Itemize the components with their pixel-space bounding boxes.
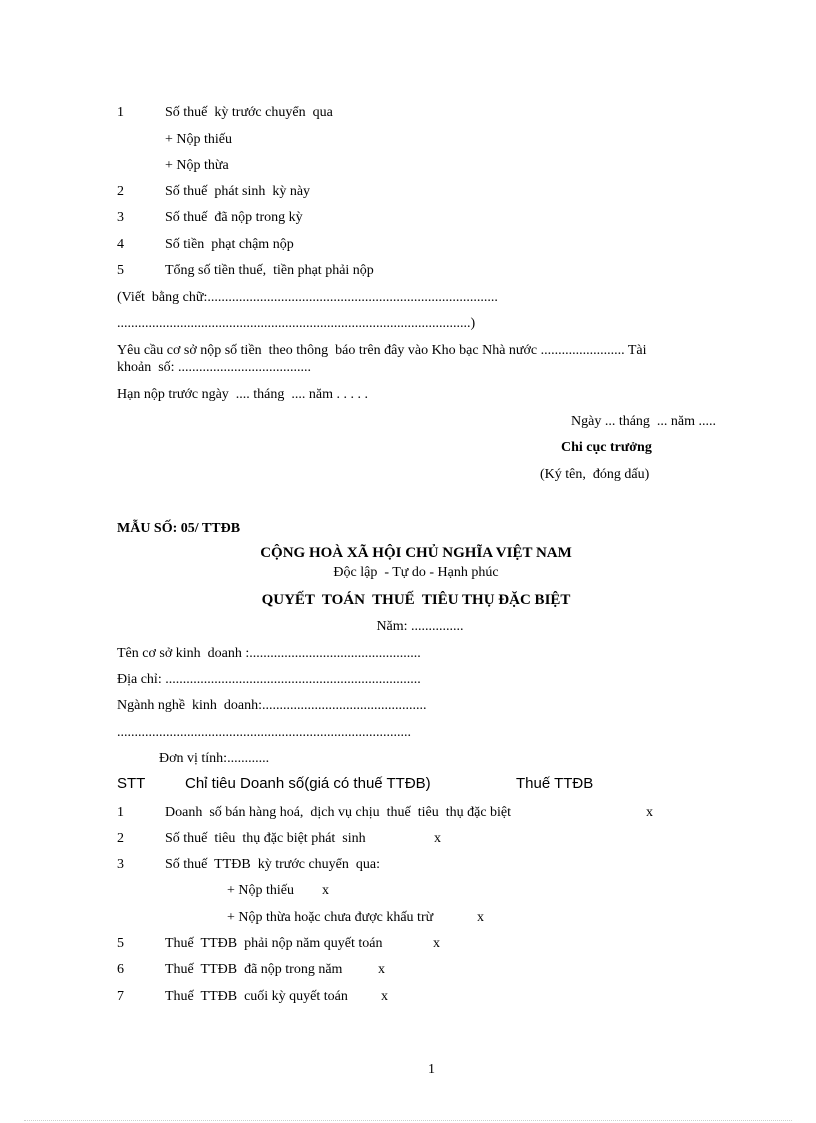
table-header-tax: Thuế TTĐB [516, 775, 594, 792]
table-header-stt: STT [117, 775, 146, 792]
address-field: Địa chỉ: ......................................................................... [117, 672, 421, 687]
table-header-indicator: Chỉ tiêu Doanh số(giá có thuế TTĐB) [185, 775, 431, 792]
item-number: 5 [117, 263, 124, 278]
signer-title: Chi cục trưởng [561, 440, 652, 455]
form-code: MẪU SỐ: 05/ TTĐB [117, 521, 241, 536]
list-item: Số thuế kỳ trước chuyển qua [165, 105, 333, 120]
nation-heading: CỘNG HOÀ XÃ HỘI CHỦ NGHĨA VIỆT NAM [260, 545, 572, 561]
list-item: + Nộp thừa [165, 158, 229, 173]
row-number: 1 [117, 805, 124, 820]
table-row-label: + Nộp thiếu [227, 883, 294, 898]
table-row-mark: x [378, 962, 385, 977]
list-item: + Nộp thiếu [165, 132, 232, 147]
table-row-label: Thuế TTĐB phải nộp năm quyết toán [165, 936, 383, 951]
signature-date: Ngày ... tháng ... năm ..... [571, 414, 717, 429]
signer-note: (Ký tên, đóng dấu) [540, 467, 650, 482]
item-number: 4 [117, 237, 124, 252]
payment-request-line-1: Yêu cầu cơ sở nộp số tiền theo thông báo trên đây vào Kho bạc Nhà nước ........................ Tài [117, 343, 647, 358]
row-number: 6 [117, 962, 124, 977]
table-row-label: + Nộp thừa hoặc chưa được khấu trừ [227, 910, 434, 925]
row-number: 3 [117, 857, 124, 872]
item-number: 3 [117, 210, 124, 225]
table-row-mark: x [433, 936, 440, 951]
item-number: 2 [117, 184, 124, 199]
table-row-label: Doanh số bán hàng hoá, dịch vụ chịu thuế tiêu thụ đặc biệt [165, 805, 512, 820]
business-name-field: Tên cơ sở kinh doanh :................................................. [117, 646, 421, 661]
table-row-mark: x [646, 805, 653, 820]
table-row-label: Thuế TTĐB đã nộp trong năm [165, 962, 343, 977]
amount-in-words-line-1: (Viết bằng chữ:................................................................................... [117, 290, 498, 305]
list-item: Số tiền phạt chậm nộp [165, 237, 294, 252]
dotted-line: .................................................................................... [117, 725, 411, 740]
amount-in-words-line-2: .....................................................................................................) [117, 316, 476, 331]
page-bottom-divider [24, 1120, 792, 1121]
table-row-mark: x [434, 831, 441, 846]
table-row-label: Thuế TTĐB cuối kỳ quyết toán [165, 989, 348, 1004]
list-item: Số thuế đã nộp trong kỳ [165, 210, 303, 225]
table-row-label: Số thuế tiêu thụ đặc biệt phát sinh [165, 831, 366, 846]
payment-request-line-2: khoản số: ...................................... [117, 360, 312, 375]
table-row-mark: x [322, 883, 329, 898]
list-item: Số thuế phát sinh kỳ này [165, 184, 311, 199]
row-number: 5 [117, 936, 124, 951]
form-title: QUYẾT TOÁN THUẾ TIÊU THỤ ĐẶC BIỆT [261, 592, 571, 608]
industry-field: Ngành nghề kinh doanh:............................................... [117, 698, 427, 713]
row-number: 2 [117, 831, 124, 846]
table-row-label: Số thuế TTĐB kỳ trước chuyển qua: [165, 857, 380, 872]
national-motto: Độc lập - Tự do - Hạnh phúc [333, 565, 499, 580]
payment-deadline: Hạn nộp trước ngày .... tháng .... năm . . . . . [117, 387, 369, 402]
unit-field: Đơn vị tính:............ [159, 751, 270, 766]
item-number: 1 [117, 105, 124, 120]
list-item: Tổng số tiền thuế, tiền phạt phải nộp [165, 263, 374, 278]
table-row-mark: x [381, 989, 388, 1004]
report-year: Năm: ............... [376, 619, 464, 634]
row-number: 7 [117, 989, 124, 1004]
table-row-mark: x [477, 910, 484, 925]
page-number: 1 [428, 1062, 435, 1077]
